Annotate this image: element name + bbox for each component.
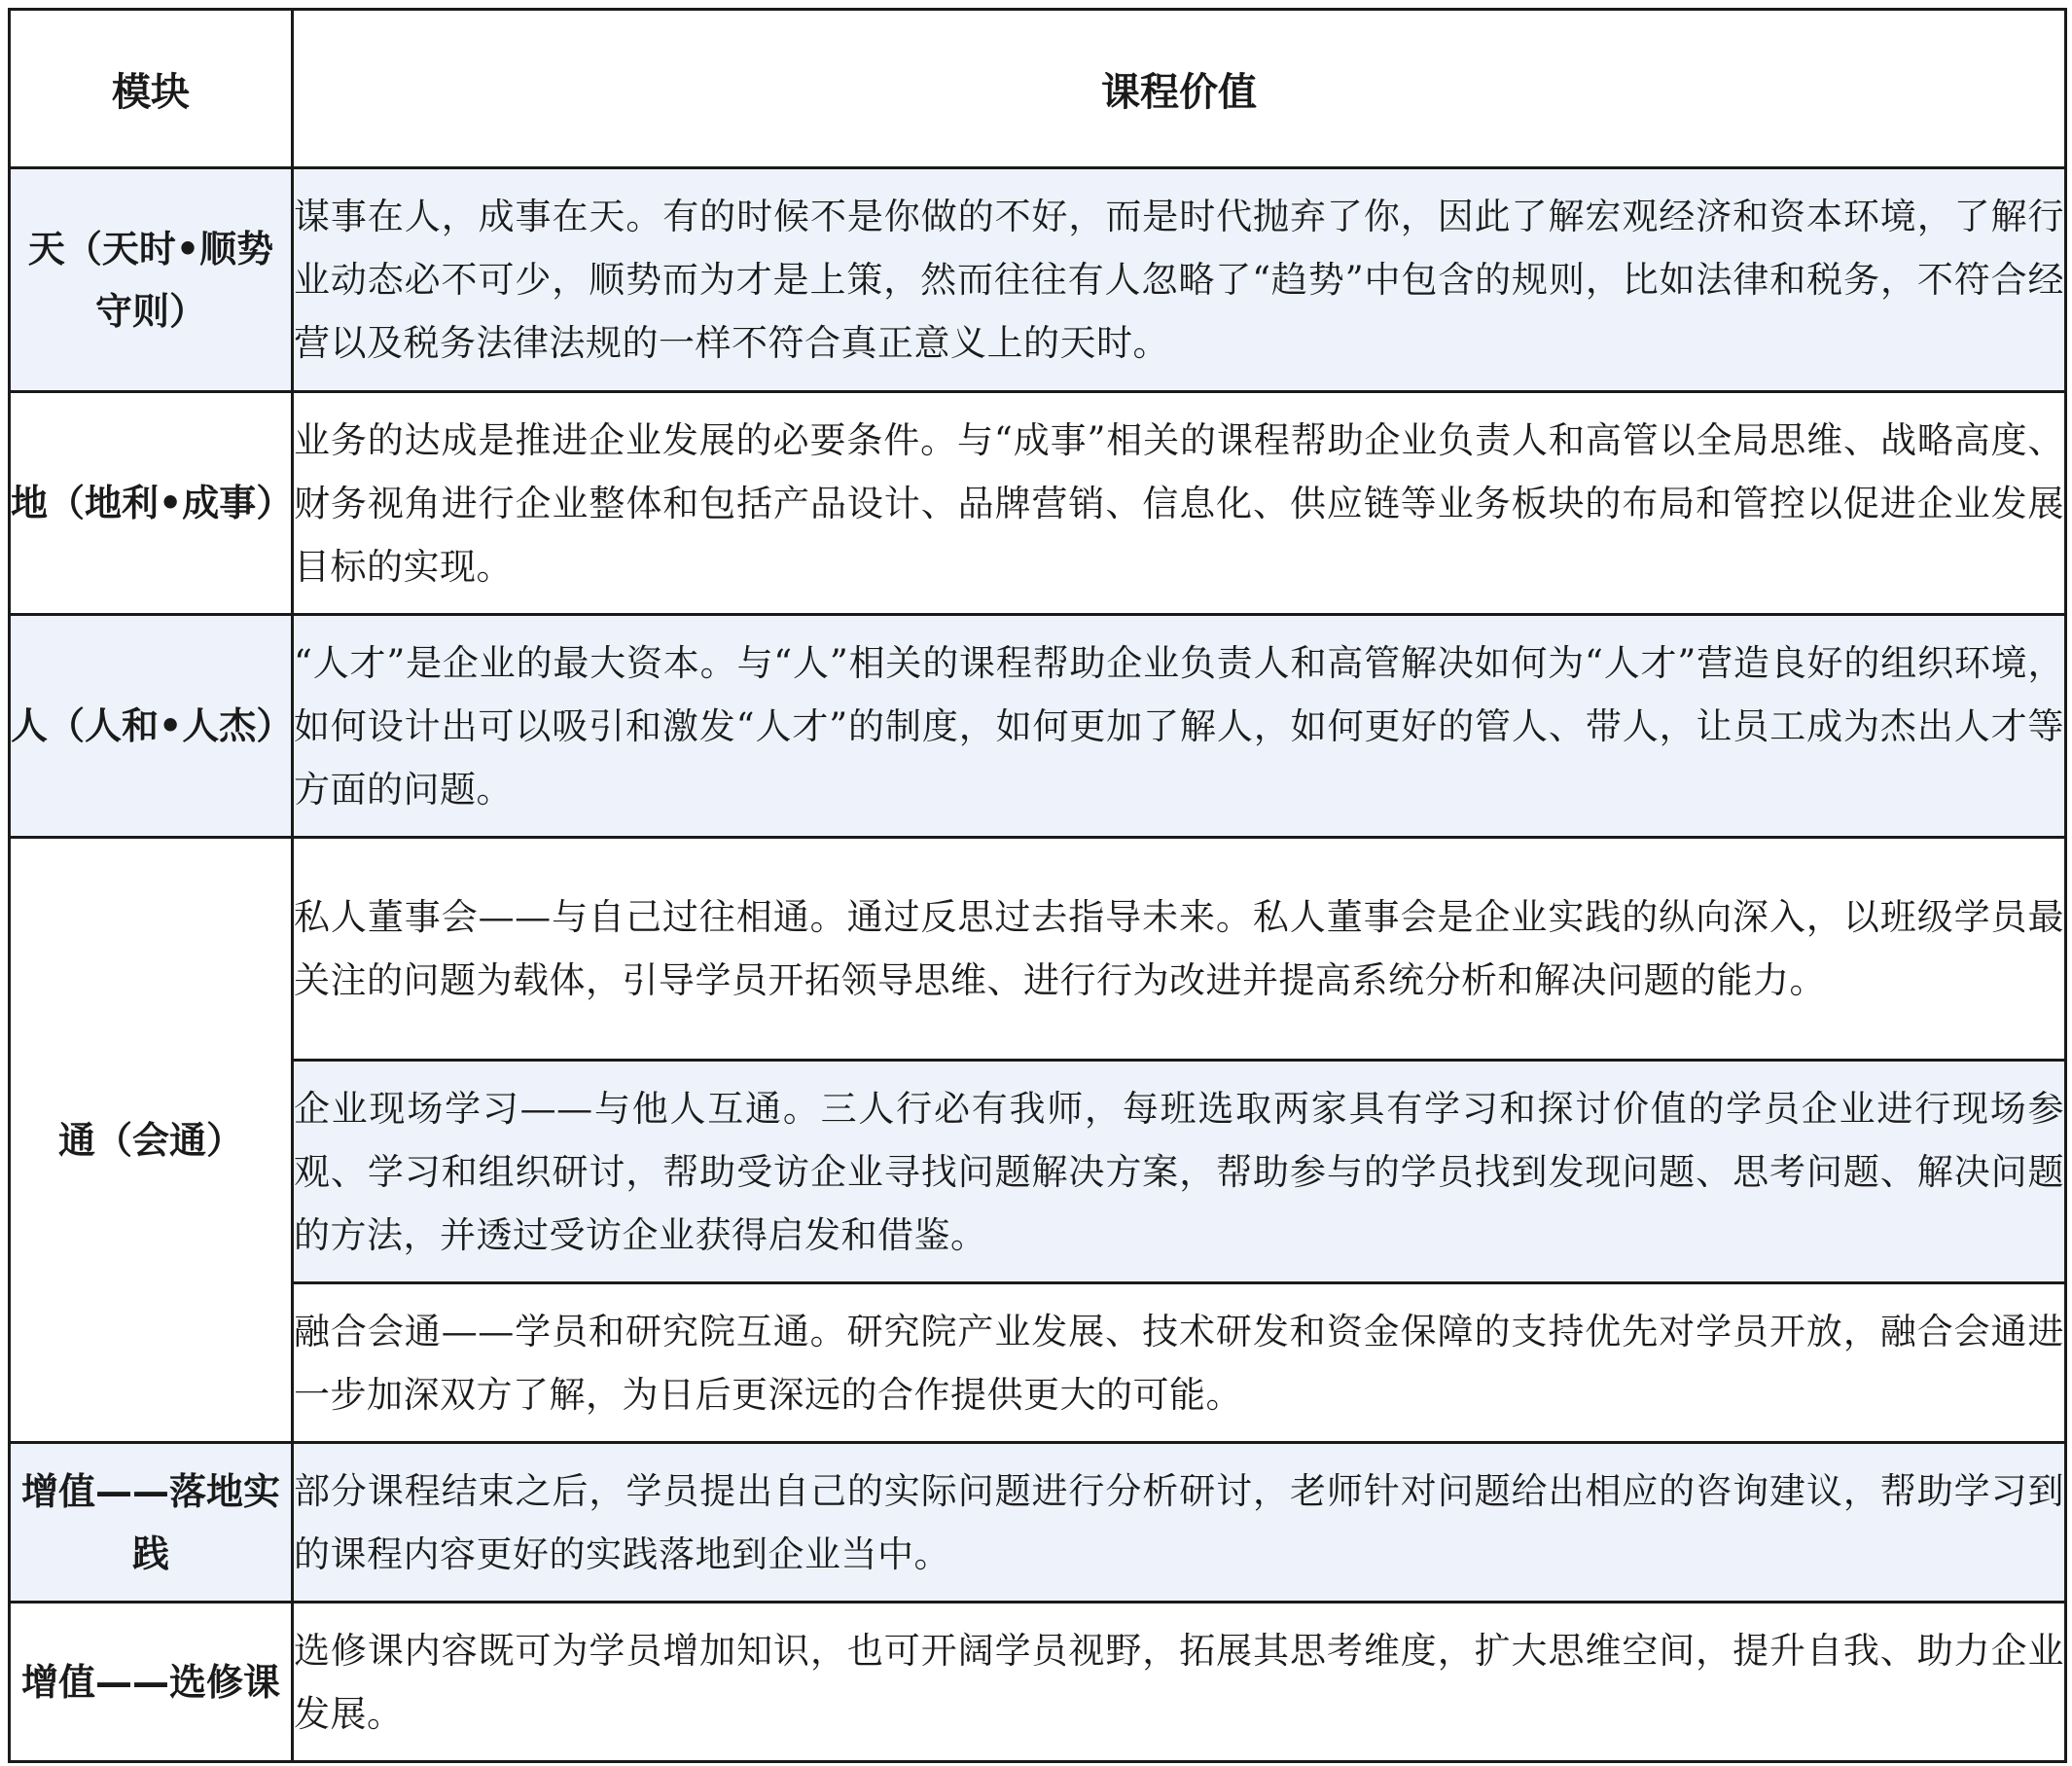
table-row-tong-1: [10, 838, 2066, 1061]
header-course-value: 课程价值: [293, 10, 2066, 168]
value-di: 业务的达成是推进企业发展的必要条件。与“成事”相关的课程帮助企业负责人和高管以全局思维、战略高度、财务视角进行企业整体和包括产品设计、品牌营销、信息化、供应链等业务板块的布局和管控以促进企业发展目标的实现。: [293, 392, 2066, 615]
module-tian: 天（天时•顺势守则）: [10, 168, 293, 392]
table-row-elective: [10, 1603, 2066, 1762]
module-ren: 人（人和•人杰）: [10, 615, 293, 838]
module-di: 地（地利•成事）: [10, 392, 293, 615]
table-row-tong-2: [10, 1061, 2066, 1283]
table-header-row: [10, 10, 2066, 168]
table-row-ren: [10, 615, 2066, 838]
table-row-tian: [10, 168, 2066, 392]
value-ren: “人才”是企业的最大资本。与“人”相关的课程帮助企业负责人和高管解决如何为“人才”营造良好的组织环境，如何设计出可以吸引和激发“人才”的制度，如何更加了解人，如何更好的管人、带人，让员工成为杰出人才等方面的问题。: [293, 615, 2066, 838]
table-row-di: [10, 392, 2066, 615]
module-practice: 增值——落地实践: [10, 1443, 293, 1603]
table-row-practice: [10, 1443, 2066, 1603]
value-tong-site-learning: 企业现场学习——与他人互通。三人行必有我师，每班选取两家具有学习和探讨价值的学员企业进行现场参观、学习和组织研讨，帮助受访企业寻找问题解决方案，帮助参与的学员找到发现问题、思考问题、解决问题的方法，并透过受访企业获得启发和借鉴。: [293, 1061, 2066, 1283]
table-row-tong-3: [10, 1283, 2066, 1443]
header-module: 模块: [10, 10, 293, 168]
value-elective: 选修课内容既可为学员增加知识，也可开阔学员视野，拓展其思考维度，扩大思维空间，提升自我、助力企业发展。: [293, 1603, 2066, 1762]
module-elective: 增值——选修课: [10, 1603, 293, 1762]
course-value-table: [8, 8, 2067, 1763]
value-practice: 部分课程结束之后，学员提出自己的实际问题进行分析研讨，老师针对问题给出相应的咨询建议，帮助学习到的课程内容更好的实践落地到企业当中。: [293, 1443, 2066, 1603]
value-tong-private-board: 私人董事会——与自己过往相通。通过反思过去指导未来。私人董事会是企业实践的纵向深入，以班级学员最关注的问题为载体，引导学员开拓领导思维、进行行为改进并提高系统分析和解决问题的能力。: [293, 838, 2066, 1061]
module-tong: 通（会通）: [10, 838, 293, 1443]
value-tong-integration: 融合会通——学员和研究院互通。研究院产业发展、技术研发和资金保障的支持优先对学员开放，融合会通进一步加深双方了解，为日后更深远的合作提供更大的可能。: [293, 1283, 2066, 1443]
value-tian: 谋事在人，成事在天。有的时候不是你做的不好，而是时代抛弃了你，因此了解宏观经济和资本环境，了解行业动态必不可少，顺势而为才是上策，然而往往有人忽略了“趋势”中包含的规则，比如法律和税务，不符合经营以及税务法律法规的一样不符合真正意义上的天时。: [293, 168, 2066, 392]
